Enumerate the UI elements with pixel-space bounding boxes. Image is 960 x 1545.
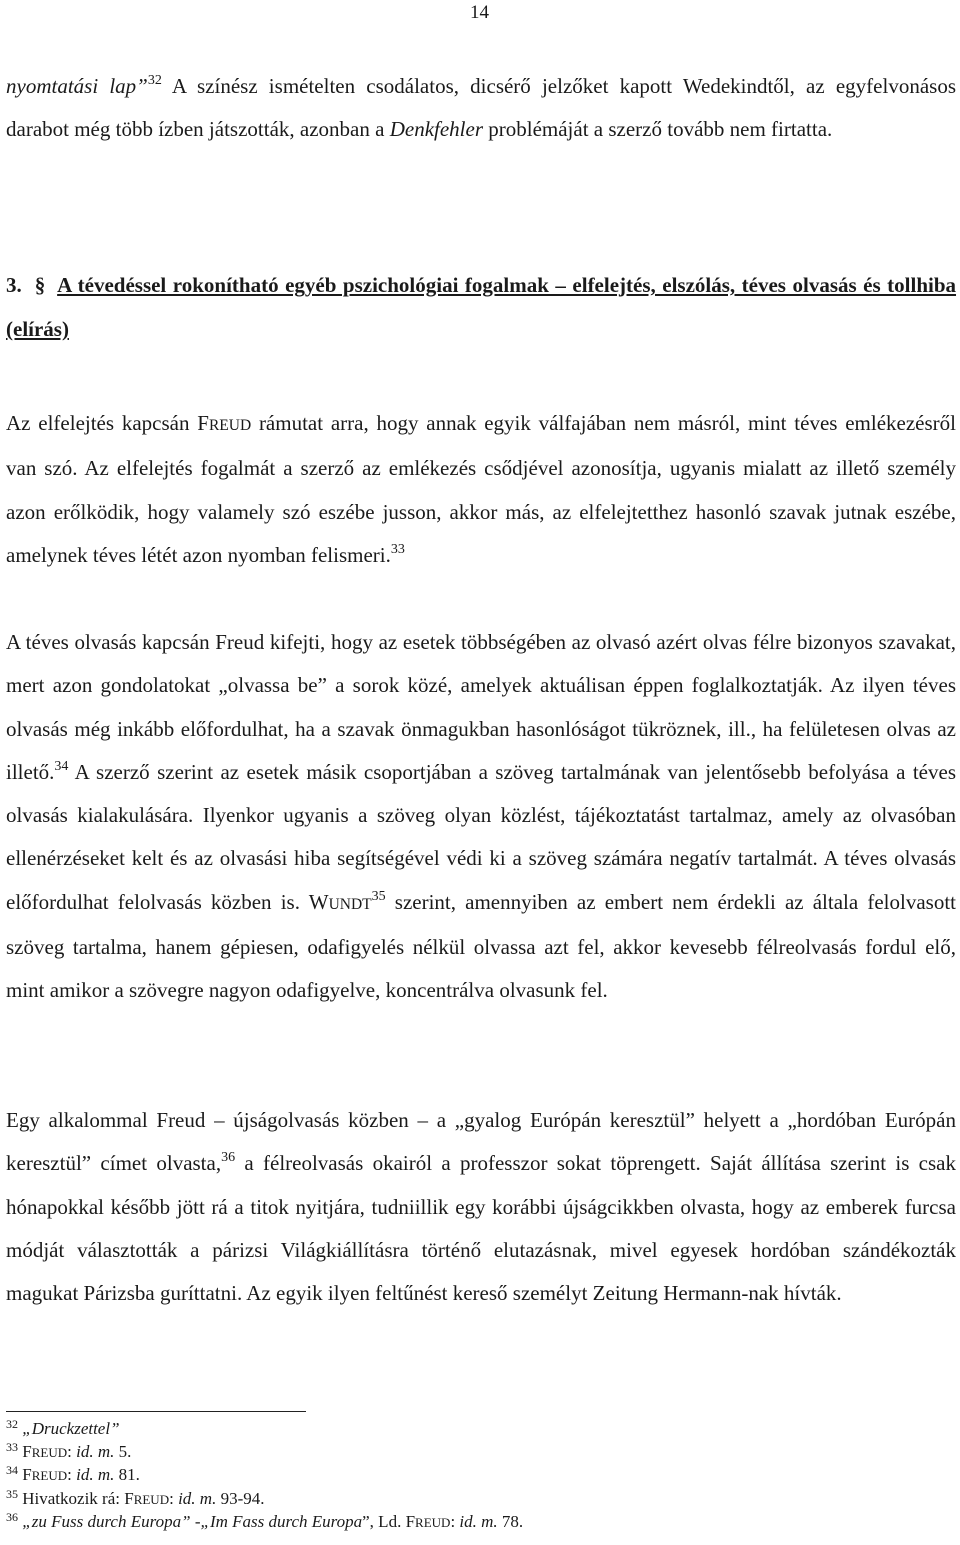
- section-title: A tévedéssel rokonítható egyéb pszichológiai fogalmak – elfelejtés, elszólás, téves olvasás és tollhiba (elírás): [6, 273, 957, 341]
- paragraph-text: Egy alkalommal Freud – újságolvasás közben – a „gyalog Európán keresztül” helyett a „hordóban Európán keresztül” címet olvasta,: [6, 1108, 956, 1176]
- footnote-ref[interactable]: 36: [221, 1150, 236, 1166]
- footnote-ref[interactable]: 33: [390, 541, 405, 557]
- footnote-ref[interactable]: 34: [54, 758, 69, 774]
- paragraph-text: rámutat arra, hogy annak egyik válfajában nem másról, mint téves emlékezésről van szó. Az elfelejtés fogalmát a szerző az emlékezés csődjével azonosítja, ugyanis mialatt az illető személy azon erőlködik, hogy valamely szó eszébe jusson, akkor más, az elfelejtetthez hasonló szavak jutnak eszébe, amelynek téves létét azon nyomban felismeri.: [6, 411, 956, 567]
- author-name: FREUD: [197, 411, 252, 435]
- italic-title: Denkfehler: [389, 117, 483, 142]
- section-symbol: §: [34, 273, 46, 297]
- paragraph-text: A szerző szerint az esetek másik csoportjában a szöveg tartalmának van jelentősebb befolyása a téves olvasás kialakulására. Ilyenkor ugyanis a szöveg olyan közlést, tájékoztatást tartalmaz, amely az olvasóban ellenérzéseket kelt és az olvasási hiba segítségével védi ki a szöveg számára negatív tartalmát. A téves olvasás előfordulhat felolvasás közben is.: [6, 759, 956, 914]
- footnotes: [6, 1418, 906, 1535]
- paragraph-misreading: [6, 621, 956, 1013]
- section-heading: [6, 263, 956, 351]
- paragraph-text: szerint, amennyiben az embert nem érdekli az általa felolvasott szöveg tartalma, hanem gépiesen, odafigyelés nélkül olvassa azt fel, akkor kevesebb félreolvasás fordul elő, mint amikor a szövegre nagyon odafigyelve, koncentrálva olvasunk fel.: [6, 889, 957, 1003]
- page-number: 14: [470, 2, 489, 23]
- footnote-separator: [6, 1411, 306, 1412]
- footnote-32: $^{32}$ „Druckzettel”: [6, 1417, 120, 1438]
- footnote-35: $^{35}$ Hivatkozik rá: FREUD: id. m. 93-94.: [6, 1486, 265, 1508]
- paragraph-text: problémáját a szerző tovább nem firtatta.: [483, 117, 833, 142]
- paragraph-text: Az elfelejtés kapcsán: [6, 411, 198, 435]
- paragraph-text: a félreolvasás okairól a professzor sokat töprengett. Saját állítása szerint is csak hónapokkal később jött rá a titok nyitjára, tudniillik egy korábbi újságcikkben olvasta, hogy az emberek furcsa módját választották a párizsi Világkiállításra történő elutazásnak, mivel egyesek hordóban szándékozták magukat Párizsba guríttatni. Az egyik ilyen feltűnést kereső személyt Zeitung Hermann-nak hívták.: [6, 1151, 956, 1306]
- paragraph-intro: [6, 65, 956, 152]
- paragraph-anecdote: [6, 1099, 956, 1315]
- italic-term: nyomtatási lap: [6, 74, 137, 98]
- footnote-ref[interactable]: 32: [147, 73, 162, 88]
- paragraph-text: A téves olvasás kapcsán Freud kifejti, hogy az esetek többségében az olvasó azért olvas félre bizonyos szavakat, mert azon gondolatokat „olvassa be” a sorok közé, amelyek aktuálisan éppen foglalkoztatják. Az ilyen téves olvasás még inkább előfordulhat, ha a szavak önmagukban hasonlóságot tükröznek, ill., ha felületesen olvas az illető.: [6, 630, 956, 784]
- footnote-36: $^{36}$ „zu Fuss durch Europa” -„Im Fass durch Europa”, Ld. FREUD: id. m. 78.: [6, 1510, 524, 1531]
- paragraph-forgetting: [6, 402, 956, 577]
- quote-mark: ”: [136, 74, 148, 98]
- section-number: 3.: [6, 273, 22, 297]
- footnote-33: $^{33}$ FREUD: id. m. 5.: [6, 1439, 132, 1461]
- paragraph-text: A színész ismételten csodálatos, dicsérő jelzőket kapott Wedekindtől, az egyfelvonásos darabot még több ízben játszották, azonban a: [6, 74, 956, 142]
- footnote-34: $^{34}$ FREUD: id. m. 81.: [6, 1463, 140, 1484]
- footnote-ref[interactable]: 35: [371, 888, 386, 904]
- author-name: WUNDT: [308, 889, 372, 914]
